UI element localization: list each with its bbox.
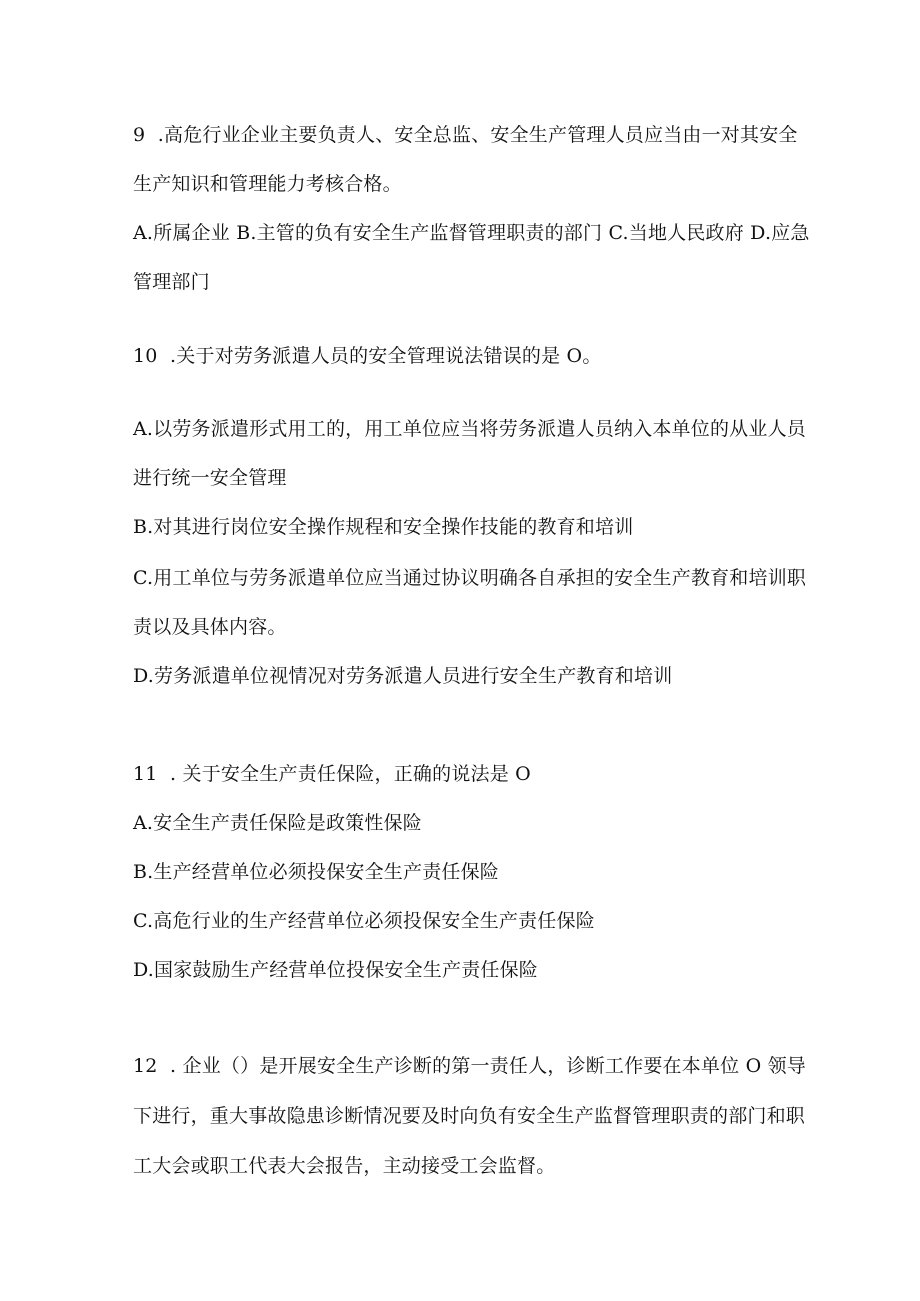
option-line: 管理部门 — [133, 271, 210, 293]
question-text-line: 11 . 关于安全生产责任保险，正确的说法是 O — [133, 763, 531, 785]
option-line: D.国家鼓励生产经营单位投保安全生产责任保险 — [133, 959, 538, 981]
option-line: C.高危行业的生产经营单位必须投保安全生产责任保险 — [133, 910, 595, 932]
option-line: B.生产经营单位必须投保安全生产责任保险 — [133, 861, 500, 883]
question-text-line: 9 .高危行业企业主要负责人、安全总监、安全生产管理人员应当由一对其安全 — [133, 124, 798, 146]
option-line: A.安全生产责任保险是政策性保险 — [133, 812, 422, 834]
option-line: A.所属企业 B.主管的负有安全生产监督管理职责的部门 C.当地人民政府 D.应急 — [133, 222, 810, 244]
option-line: 进行统一安全管理 — [133, 467, 287, 489]
question-text-line: 生产知识和管理能力考核合格。 — [133, 173, 402, 195]
option-line: 责以及具体内容。 — [133, 616, 287, 638]
question-text-line: 下进行，重大事故隐患诊断情况要及时向负有安全生产监督管理职责的部门和职 — [133, 1105, 806, 1127]
option-line: B.对其进行岗位安全操作规程和安全操作技能的教育和培训 — [133, 516, 634, 538]
option-line: D.劳务派遣单位视情况对劳务派遣人员进行安全生产教育和培训 — [133, 665, 673, 687]
option-line: C.用工单位与劳务派遣单位应当通过协议明确各自承担的安全生产教育和培训职 — [133, 567, 807, 589]
question-text-line: 10 .关于对劳务派遣人员的安全管理说法错误的是 O。 — [133, 345, 602, 367]
question-text-line: 12 . 企业（）是开展安全生产诊断的第一责任人，诊断工作要在本单位 O 领导 — [133, 1055, 806, 1077]
option-line: A.以劳务派遣形式用工的，用工单位应当将劳务派遣人员纳入本单位的从业人员 — [133, 418, 806, 440]
question-text-line: 工大会或职工代表大会报告，主动接受工会监督。 — [133, 1155, 556, 1177]
